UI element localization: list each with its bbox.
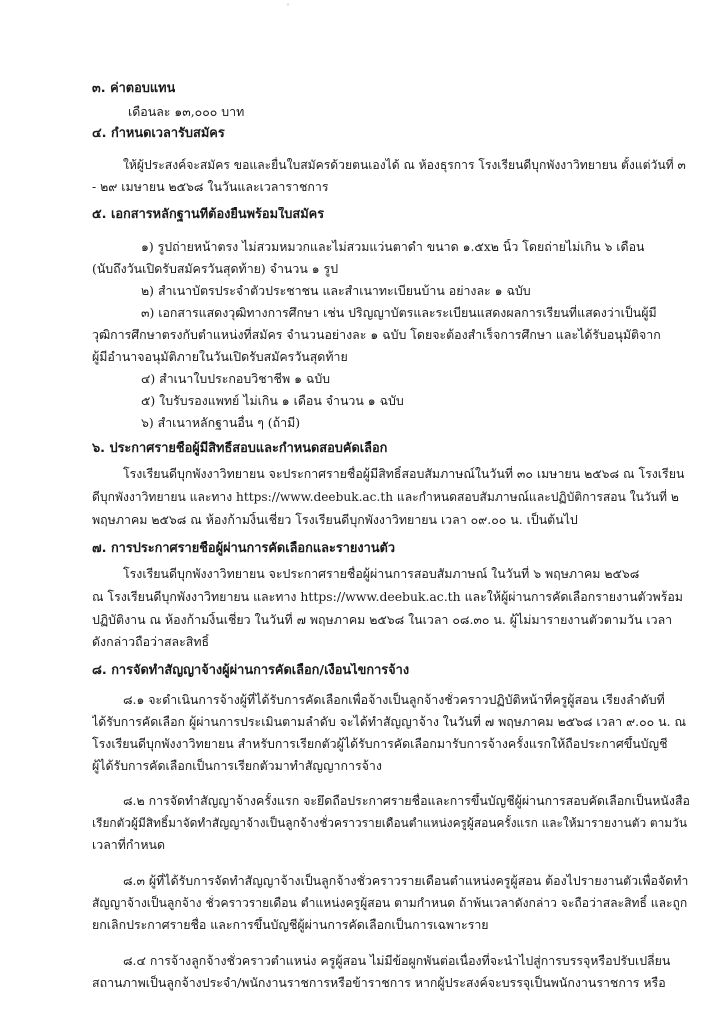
section-8-4-line-1: ๘.๔ การจ้างลูกจ้างชั่วคราวตำแหน่ง ครูผู้สอน ไม่มีข้อผูกพันต่อเนื่องที่จะนำไปสู่การบรรจุหรือปรับเปลี่ยน — [123, 953, 671, 968]
section-8-title: ๘. การจัดทำสัญญาจ้างผู้ผ่านการคัดเลือก/เงื่อนไขการจ้าง — [92, 663, 410, 678]
section-5-title: ๕. เอกสารหลักฐานที่ต้องยื่นพร้อมใบสมัคร — [92, 207, 325, 222]
section-6-title: ๖. ประกาศรายชื่อผู้มีสิทธิ์สอบและกำหนดสอบคัดเลือก — [92, 441, 388, 456]
section-3-title: ๓. ค่าตอบแทน — [92, 81, 176, 96]
section-8-2-line-1: ๘.๒ การจัดทำสัญญาจ้างครั้งแรก จะยึดถือประกาศรายชื่อและการขึ้นบัญชีผู้ผ่านการสอบคัดเลือกเป็นหนังสือ — [123, 793, 690, 808]
section-6-line-3: พฤษภาคม ๒๕๖๘ ณ ห้องก้ามงิ้นเชี่ยว โรงเรียนดีบุกพังงาวิทยายน เวลา ๐๙.๐๐ น. เป็นต้นไป — [92, 512, 578, 527]
section-7-line-4: ดังกล่าวถือว่าสละสิทธิ์ — [92, 634, 210, 649]
section-8-4-line-2: สถานภาพเป็นลูกจ้างประจำ/พนักงานราชการหรือข้าราชการ หากผู้ประสงค์จะบรรจุเป็นพนักงานราชการ หรือ — [92, 975, 666, 990]
section-5-item-1a: ๑) รูปถ่ายหน้าตรง ไม่สวมหมวกและไม่สวมแว่นตาดำ ขนาด ๑.๕x๒ นิ้ว โดยถ่ายไม่เกิน ๖ เดือน — [141, 239, 645, 254]
section-5-item-2: ๒) สำเนาบัตรประจำตัวประชาชน และสำเนาทะเบียนบ้าน อย่างละ ๑ ฉบับ — [141, 283, 531, 298]
section-5-item-1b: (นับถึงวันเปิดรับสมัครวันสุดท้าย) จำนวน ๑ รูป — [92, 261, 339, 276]
section-4-line-2: - ๒๙ เมษายน ๒๕๖๘ ในวันและเวลาราชการ — [92, 179, 329, 194]
section-5-item-5: ๕) ใบรับรองแพทย์ ไม่เกิน ๑ เดือน จำนวน ๑ ฉบับ — [141, 393, 404, 408]
section-4-line-1: ให้ผู้ประสงค์จะสมัคร ขอและยื่นใบสมัครด้วยตนเองได้ ณ ห้องธุรการ โรงเรียนดีบุกพังงาวิทยายน ตั้งแต่วันที่ ๓ — [123, 158, 686, 172]
section-8-3-line-3: ยกเลิกประกาศรายชื่อ และการขึ้นบัญชีผู้ผ่านการคัดเลือกเป็นการเฉพาะราย — [92, 917, 489, 932]
section-8-2-line-2: เรียกตัวผู้มีสิทธิ์มาจัดทำสัญญาจ้างเป็นลูกจ้างชั่วคราวรายเดือนตำแหน่งครูผู้สอนครั้งแรก และให้มารายงานตัว ตามวัน — [92, 816, 687, 830]
section-8-1-line-4: ผู้ได้รับการคัดเลือกเป็นการเรียกตัวมาทำสัญญาการจ้าง — [92, 758, 382, 773]
section-8-1-line-2: ได้รับการคัดเลือก ผู้ผ่านการประเมินตามลำดับ จะได้ทำสัญญาจ้าง ในวันที่ ๗ พฤษภาคม ๒๕๖๘ เวลา ๙.๐๐ น. ณ — [92, 714, 686, 729]
section-5-item-3b: วุฒิการศึกษาตรงกับตำแหน่งที่สมัคร จำนวนอย่างละ ๑ ฉบับ โดยจะต้องสำเร็จการศึกษา และได้รับอนุมัติจาก — [92, 327, 661, 342]
section-5-item-4: ๔) สำเนาใบประกอบวิชาชีพ ๑ ฉบับ — [141, 371, 331, 386]
section-4-title: ๔. กำหนดเวลารับสมัคร — [92, 126, 225, 141]
section-7-line-3: ปฏิบัติงาน ณ ห้องก้ามงิ้นเชี่ยว ในวันที่ ๗ พฤษภาคม ๒๕๖๘ ในเวลา ๐๘.๓๐ น. ผู้ไม่มารายงานตัวตามวัน เวลา — [92, 612, 673, 627]
section-5-item-3a: ๓) เอกสารแสดงวุฒิทางการศึกษา เช่น ปริญญาบัตรและระเบียนแสดงผลการเรียนที่แสดงว่าเป็นผู้มี — [141, 305, 657, 320]
section-8-2-line-3: เวลาที่กำหนด — [92, 837, 166, 852]
section-8-3-line-1: ๘.๓ ผู้ที่ได้รับการจัดทำสัญญาจ้างเป็นลูกจ้างชั่วคราวรายเดือนตำแหน่งครูผู้สอน ต้องไปรายงานตัวเพื่อจัดทำ — [123, 873, 689, 888]
section-7-line-1: โรงเรียนดีบุกพังงาวิทยายน จะประกาศรายชื่อผู้ผ่านการสอบสัมภาษณ์ ในวันที่ ๖ พฤษภาคม ๒๕๖๘ — [123, 566, 640, 581]
section-8-1-line-1: ๘.๑ จะดำเนินการจ้างผู้ที่ได้รับการคัดเลือกเพื่อจ้างเป็นลูกจ้างชั่วคราวปฏิบัติหน้าที่ครูผู้สอน เรียงลำดับที่ — [123, 692, 665, 707]
section-8-1-line-3: โรงเรียนดีบุกพังงาวิทยายน สำหรับการเรียกตัวผู้ได้รับการคัดเลือกมารับการจ้างครั้งแรกให้ถือประกาศขึ้นบัญชี — [92, 736, 668, 751]
section-3-salary: เดือนละ ๑๓,๐๐๐ บาท — [128, 104, 245, 119]
section-7-line-2: ณ โรงเรียนดีบุกพังงาวิทยายน และทาง https://www.deebuk.ac.th และให้ผู้ผ่านการคัดเลือกรายงานตัวพร้อม — [92, 589, 683, 604]
section-6-line-2: ดีบุกพังงาวิทยายน และทาง https://www.deebuk.ac.th และกำหนดสอบสัมภาษณ์และปฏิบัติการสอน ในวันที่ ๒ — [92, 490, 679, 504]
section-5-item-6: ๖) สำเนาหลักฐานอื่น ๆ (ถ้ามี) — [141, 415, 301, 430]
scan-mark: ∘ — [286, 0, 290, 9]
section-5-item-3c: ผู้มีอำนาจอนุมัติภายในวันเปิดรับสมัครวันสุดท้าย — [92, 349, 348, 364]
section-8-3-line-2: สัญญาจ้างเป็นลูกจ้าง ชั่วคราวรายเดือน ตำแหน่งครูผู้สอน ตามกำหนด ถ้าพ้นเวลาดังกล่าว จะถือว่าสละสิทธิ์ และถูก — [92, 896, 688, 910]
section-7-title: ๗. การประกาศรายชื่อผู้ผ่านการคัดเลือกและรายงานตัว — [92, 541, 396, 556]
section-6-line-1: โรงเรียนดีบุกพังงาวิทยายน จะประกาศรายชื่อผู้มีสิทธิ์สอบสัมภาษณ์ในวันที่ ๓๐ เมษายน ๒๕๖๘ ณ โรงเรียน — [123, 466, 685, 481]
